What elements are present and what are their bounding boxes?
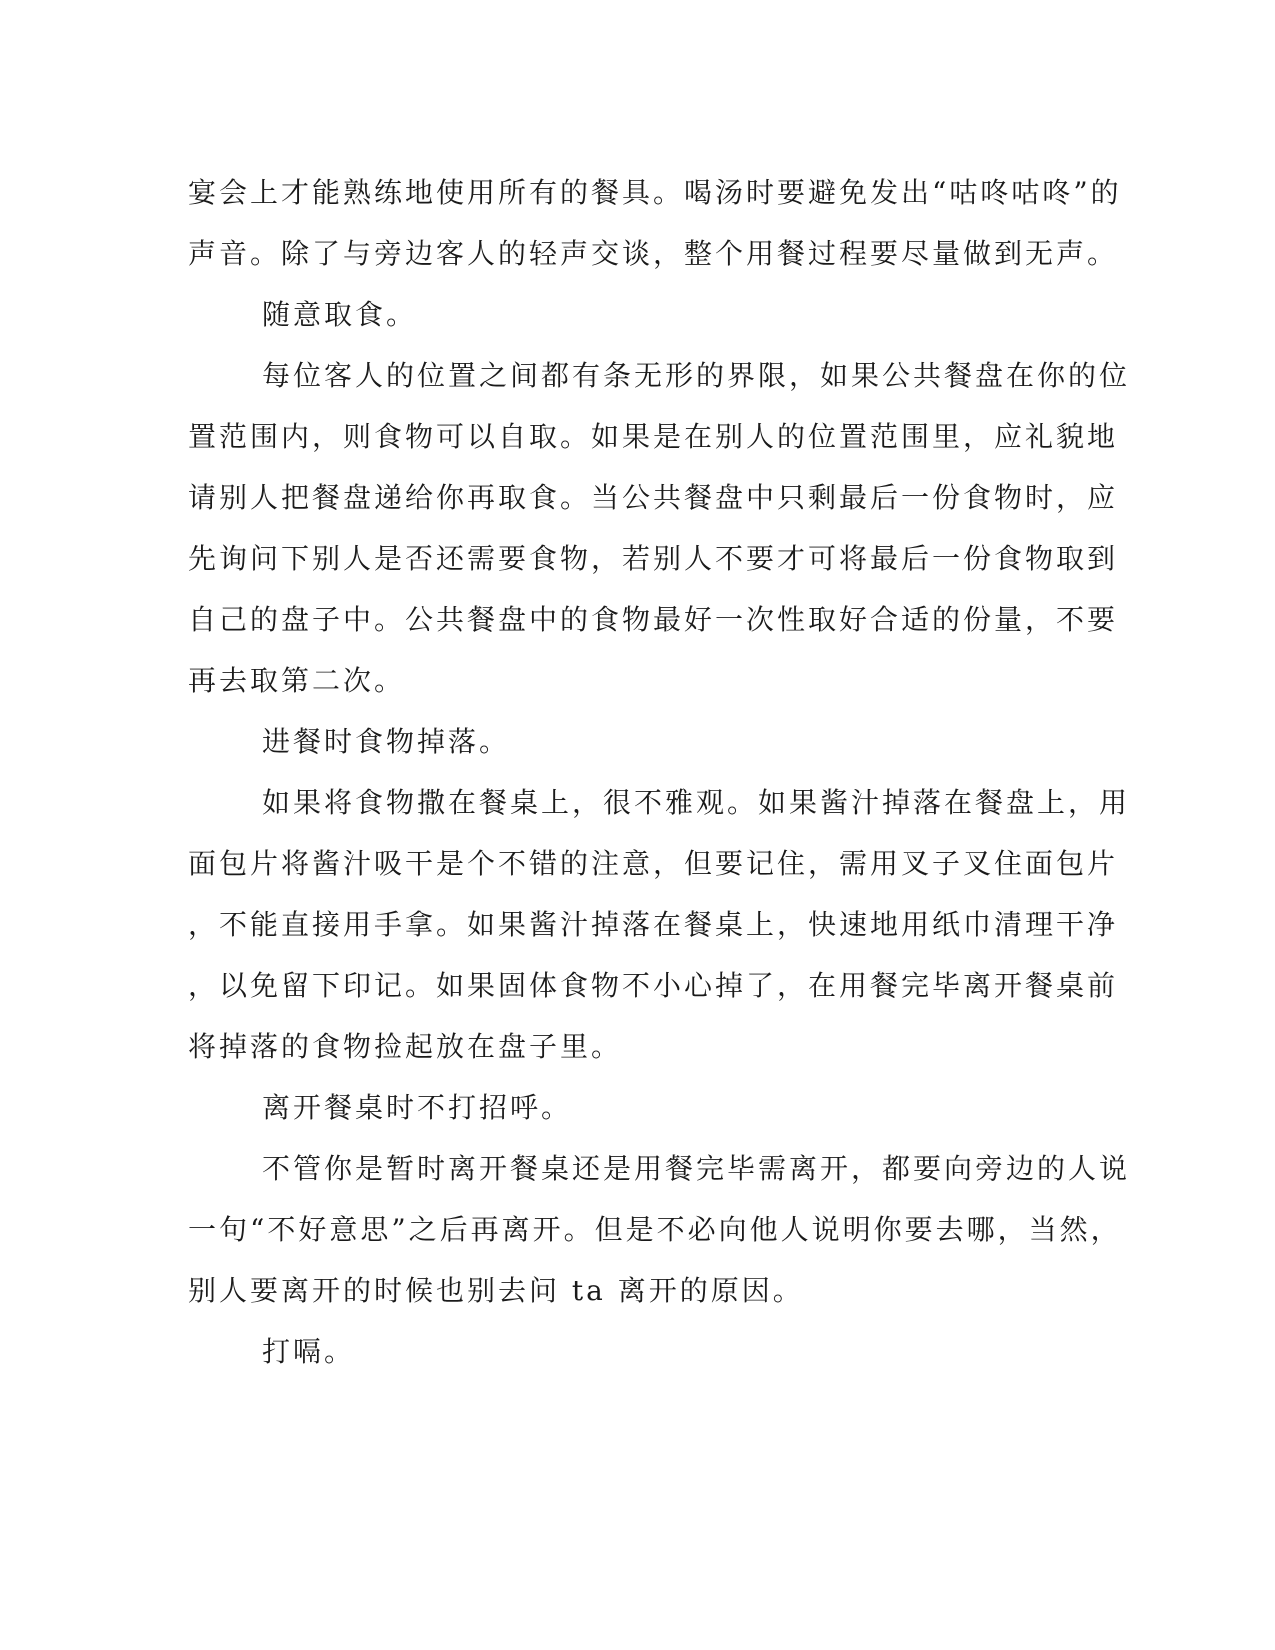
text-line: 别人要离开的时候也别去问 ta 离开的原因。 bbox=[188, 1274, 804, 1307]
text-line: 自己的盘子中。公共餐盘中的食物最好一次性取好合适的份量，不要 bbox=[188, 603, 1119, 636]
section-heading: 进餐时食物掉落。 bbox=[262, 725, 511, 758]
text-line: 置范围内，则食物可以自取。如果是在别人的位置范围里，应礼貌地 bbox=[188, 420, 1119, 453]
text-line: 将掉落的食物捡起放在盘子里。 bbox=[188, 1030, 623, 1063]
section-heading: 离开餐桌时不打招呼。 bbox=[262, 1091, 573, 1124]
text-line: 再去取第二次。 bbox=[188, 664, 406, 697]
text-line: 每位客人的位置之间都有条无形的界限，如果公共餐盘在你的位 bbox=[262, 359, 1131, 392]
text-line: ，不能直接用手拿。如果酱汁掉落在餐桌上，快速地用纸巾清理干净 bbox=[188, 908, 1119, 941]
text-line: 声音。除了与旁边客人的轻声交谈，整个用餐过程要尽量做到无声。 bbox=[188, 237, 1119, 270]
section-heading: 随意取食。 bbox=[262, 298, 418, 331]
text-line: 一句“不好意思”之后再离开。但是不必向他人说明你要去哪，当然， bbox=[188, 1213, 1122, 1246]
text-line: 先询问下别人是否还需要食物，若别人不要才可将最后一份食物取到 bbox=[188, 542, 1119, 575]
text-line: 如果将食物撒在餐桌上，很不雅观。如果酱汁掉落在餐盘上，用 bbox=[262, 786, 1131, 819]
text-line: 不管你是暂时离开餐桌还是用餐完毕需离开，都要向旁边的人说 bbox=[262, 1152, 1131, 1185]
text-line: 面包片将酱汁吸干是个不错的注意，但要记住，需用叉子叉住面包片 bbox=[188, 847, 1119, 880]
document-body bbox=[188, 162, 1131, 1382]
section-heading: 打嗝。 bbox=[262, 1335, 356, 1368]
text-line: 请别人把餐盘递给你再取食。当公共餐盘中只剩最后一份食物时，应 bbox=[188, 481, 1119, 514]
text-line: ，以免留下印记。如果固体食物不小心掉了，在用餐完毕离开餐桌前 bbox=[188, 969, 1119, 1002]
text-line: 宴会上才能熟练地使用所有的餐具。喝汤时要避免发出“咕咚咕咚”的 bbox=[188, 176, 1122, 209]
